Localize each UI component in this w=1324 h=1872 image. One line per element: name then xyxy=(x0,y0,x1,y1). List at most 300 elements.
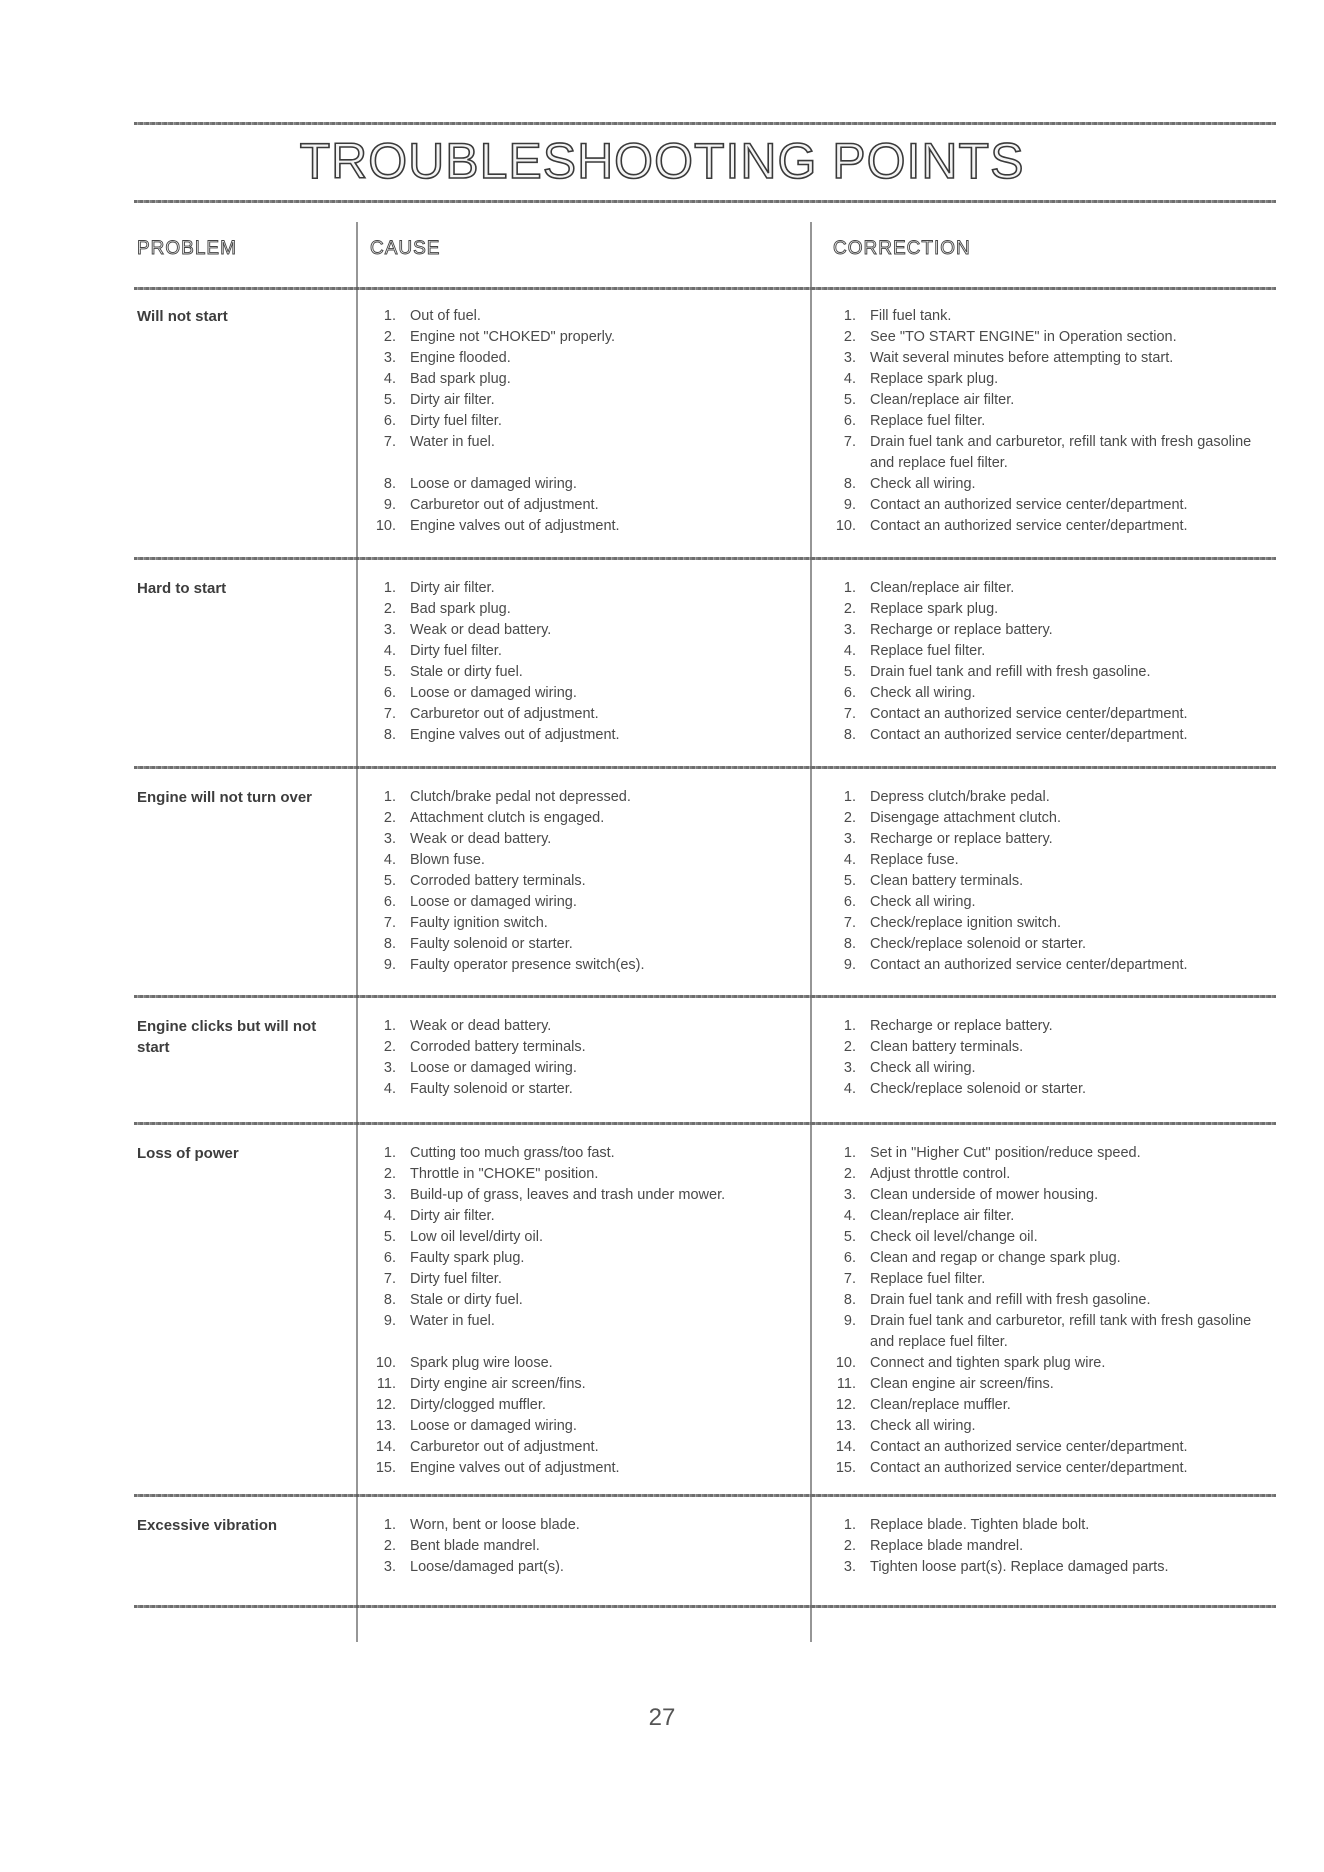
header-correction: CORRECTION xyxy=(833,238,971,259)
cause-item xyxy=(366,683,806,704)
item-number: 6. xyxy=(843,413,856,429)
item-number: 4. xyxy=(383,1081,396,1097)
item-number: 1. xyxy=(843,308,856,324)
item-text: Loose or damaged wiring. xyxy=(410,1060,577,1076)
item-text: Recharge or replace battery. xyxy=(870,622,1053,638)
item-number: 3. xyxy=(843,1187,856,1203)
item-number: 3. xyxy=(843,350,856,366)
item-text: Clean and regap or change spark plug. xyxy=(870,1250,1121,1266)
item-text: Check all wiring. xyxy=(870,1418,976,1434)
correction-item xyxy=(826,1143,1266,1164)
item-text: Clean/replace air filter. xyxy=(870,580,1015,596)
item-number: 5. xyxy=(843,873,856,889)
item-number: 6. xyxy=(843,685,856,701)
item-text: Engine not "CHOKED" properly. xyxy=(410,329,616,345)
correction-item xyxy=(826,1058,1266,1079)
correction-item xyxy=(826,369,1266,390)
item-number: 1. xyxy=(843,1517,856,1533)
item-text: Check all wiring. xyxy=(870,894,976,910)
item-text: Check all wiring. xyxy=(870,1060,976,1076)
correction-item xyxy=(826,495,1266,516)
item-number: 14. xyxy=(375,1439,396,1455)
item-text: Replace fuel filter. xyxy=(870,1271,986,1287)
cause-item xyxy=(366,411,806,432)
item-number: 2. xyxy=(383,329,396,345)
cause-item xyxy=(366,955,806,976)
header-cause: CAUSE xyxy=(370,238,441,259)
item-text: Contact an authorized service center/department. xyxy=(870,497,1188,513)
cause-item xyxy=(366,306,806,327)
item-text: Clean/replace muffler. xyxy=(870,1397,1011,1413)
correction-list xyxy=(826,306,1266,537)
header-problem: PROBLEM xyxy=(137,238,237,259)
item-text: Clean battery terminals. xyxy=(870,1039,1024,1055)
item-number: 10. xyxy=(835,518,856,534)
cause-list xyxy=(366,306,806,537)
cause-item xyxy=(366,1143,806,1164)
item-text: Loose or damaged wiring. xyxy=(410,476,577,492)
item-text: Throttle in "CHOKE" position. xyxy=(410,1166,599,1182)
item-number: 4. xyxy=(383,643,396,659)
item-text: Out of fuel. xyxy=(410,308,481,324)
correction-item xyxy=(826,641,1266,662)
cause-item xyxy=(366,474,806,495)
item-text: Replace blade mandrel. xyxy=(870,1538,1024,1554)
item-text: Set in "Higher Cut" position/reduce speed. xyxy=(870,1145,1141,1161)
header-rule xyxy=(134,287,1276,290)
item-number: 3. xyxy=(383,1559,396,1575)
cause-item xyxy=(366,1395,806,1416)
correction-item xyxy=(826,683,1266,704)
item-number: 13. xyxy=(835,1418,856,1434)
item-text: Loose or damaged wiring. xyxy=(410,685,577,701)
item-text: Water in fuel. xyxy=(410,434,495,450)
item-text: Recharge or replace battery. xyxy=(870,831,1053,847)
item-text: Dirty fuel filter. xyxy=(410,413,502,429)
item-text: Engine valves out of adjustment. xyxy=(410,518,620,534)
item-text xyxy=(410,453,806,474)
item-number: 1. xyxy=(383,1145,396,1161)
cause-item xyxy=(366,704,806,725)
correction-item xyxy=(826,892,1266,913)
item-number: 5. xyxy=(843,664,856,680)
item-text: Check/replace ignition switch. xyxy=(870,915,1062,931)
item-text: Replace fuel filter. xyxy=(870,413,986,429)
title-bottom-rule xyxy=(134,200,1276,203)
item-text: Water in fuel. xyxy=(410,1313,495,1329)
item-number: 3. xyxy=(843,622,856,638)
cause-item xyxy=(366,1437,806,1458)
item-number: 8. xyxy=(383,936,396,952)
item-number: 5. xyxy=(383,664,396,680)
correction-item xyxy=(826,1164,1266,1185)
item-number: 8. xyxy=(383,1292,396,1308)
cause-item xyxy=(366,725,806,746)
cause-item xyxy=(366,578,806,599)
item-text: Engine valves out of adjustment. xyxy=(410,1460,620,1476)
correction-item xyxy=(826,1037,1266,1058)
item-number: 7. xyxy=(843,706,856,722)
column-divider-right xyxy=(810,222,812,1642)
item-number: 13. xyxy=(375,1418,396,1434)
item-number: 6. xyxy=(383,413,396,429)
item-number: 7. xyxy=(843,434,856,450)
item-text: Dirty fuel filter. xyxy=(410,1271,502,1287)
cause-item xyxy=(366,871,806,892)
correction-list xyxy=(826,1016,1266,1100)
page-number: 27 xyxy=(648,1704,676,1731)
correction-item xyxy=(826,1536,1266,1557)
cause-list xyxy=(366,578,806,746)
section-divider xyxy=(134,995,1276,998)
item-number: 11. xyxy=(376,1376,396,1392)
correction-item xyxy=(826,1458,1266,1479)
correction-item xyxy=(826,913,1266,934)
cause-item xyxy=(366,641,806,662)
item-text: Drain fuel tank and refill with fresh gasoline. xyxy=(870,664,1151,680)
problem-label: Hard to start xyxy=(137,580,227,597)
item-number: 1. xyxy=(843,580,856,596)
item-number: 1. xyxy=(383,308,396,324)
cause-item xyxy=(366,1269,806,1290)
item-text: Contact an authorized service center/department. xyxy=(870,706,1188,722)
section-divider xyxy=(134,766,1276,769)
cause-item xyxy=(366,1016,806,1037)
item-text: Clean/replace air filter. xyxy=(870,1208,1015,1224)
cause-list xyxy=(366,1143,806,1479)
cause-item xyxy=(366,327,806,348)
item-text: Clutch/brake pedal not depressed. xyxy=(410,789,631,805)
cause-item xyxy=(366,348,806,369)
correction-item xyxy=(826,348,1266,369)
item-number: 14. xyxy=(835,1439,856,1455)
item-number: 8. xyxy=(843,727,856,743)
item-number: 4. xyxy=(843,371,856,387)
item-number: 8. xyxy=(843,476,856,492)
item-number: 4. xyxy=(843,1081,856,1097)
correction-item xyxy=(826,1374,1266,1395)
correction-item xyxy=(826,1079,1266,1100)
item-text: Faulty solenoid or starter. xyxy=(410,1081,573,1097)
item-number: 7. xyxy=(383,434,396,450)
correction-list xyxy=(826,787,1266,976)
item-text: Dirty/clogged muffler. xyxy=(410,1397,546,1413)
item-number: 15. xyxy=(835,1460,856,1476)
cause-item xyxy=(366,453,806,474)
item-number: 2. xyxy=(383,1166,396,1182)
cause-item xyxy=(366,934,806,955)
item-text: Weak or dead battery. xyxy=(410,831,552,847)
section-divider xyxy=(134,1122,1276,1125)
cause-item xyxy=(366,829,806,850)
correction-list xyxy=(826,1143,1266,1479)
item-text: Worn, bent or loose blade. xyxy=(410,1517,580,1533)
item-text: Adjust throttle control. xyxy=(870,1166,1011,1182)
item-number: 6. xyxy=(843,1250,856,1266)
cause-item xyxy=(366,495,806,516)
item-text: Faulty operator presence switch(es). xyxy=(410,957,645,973)
item-text: Wait several minutes before attempting to start. xyxy=(870,350,1174,366)
correction-item xyxy=(826,599,1266,620)
item-number: 5. xyxy=(383,1229,396,1245)
item-text: Check oil level/change oil. xyxy=(870,1229,1038,1245)
item-number: 1. xyxy=(843,1018,856,1034)
item-number: 7. xyxy=(383,706,396,722)
item-text: Low oil level/dirty oil. xyxy=(410,1229,543,1245)
item-text: Dirty engine air screen/fins. xyxy=(410,1376,586,1392)
item-text: Engine flooded. xyxy=(410,350,511,366)
cause-item xyxy=(366,1416,806,1437)
item-number: 3. xyxy=(383,1060,396,1076)
correction-item xyxy=(826,411,1266,432)
item-number: 10. xyxy=(375,1355,396,1371)
item-text: Replace fuel filter. xyxy=(870,643,986,659)
cause-item xyxy=(366,1206,806,1227)
item-text: Contact an authorized service center/department. xyxy=(870,1439,1188,1455)
item-number: 3. xyxy=(843,1559,856,1575)
item-number: 2. xyxy=(843,601,856,617)
item-text: Drain fuel tank and carburetor, refill tank with fresh gasoline and replace fuel filter. xyxy=(870,434,1252,471)
cause-item xyxy=(366,662,806,683)
item-number: 1. xyxy=(383,1018,396,1034)
title-top-rule xyxy=(134,122,1276,125)
cause-list xyxy=(366,1515,806,1578)
cause-item xyxy=(366,369,806,390)
item-text: Contact an authorized service center/department. xyxy=(870,957,1188,973)
item-number: 12. xyxy=(375,1397,396,1413)
item-text: Bad spark plug. xyxy=(410,371,511,387)
item-text: Corroded battery terminals. xyxy=(410,1039,586,1055)
problem-label: Loss of power xyxy=(137,1145,239,1162)
correction-item xyxy=(826,1227,1266,1248)
item-text: Weak or dead battery. xyxy=(410,622,552,638)
item-text: Carburetor out of adjustment. xyxy=(410,1439,599,1455)
item-number: 3. xyxy=(383,831,396,847)
cause-item xyxy=(366,1227,806,1248)
cause-item xyxy=(366,1248,806,1269)
cause-item xyxy=(366,1536,806,1557)
correction-item xyxy=(826,1269,1266,1290)
item-text: Depress clutch/brake pedal. xyxy=(870,789,1050,805)
cause-item xyxy=(366,390,806,411)
cause-item xyxy=(366,1353,806,1374)
item-text: Weak or dead battery. xyxy=(410,1018,552,1034)
correction-item xyxy=(826,620,1266,641)
cause-list xyxy=(366,787,806,976)
item-text: Replace blade. Tighten blade bolt. xyxy=(870,1517,1090,1533)
cause-item xyxy=(366,1290,806,1311)
correction-item xyxy=(826,1185,1266,1206)
item-number: 2. xyxy=(843,810,856,826)
cause-item xyxy=(366,1185,806,1206)
section-divider xyxy=(134,1494,1276,1497)
item-text: Connect and tighten spark plug wire. xyxy=(870,1355,1106,1371)
item-text: Tighten loose part(s). Replace damaged parts. xyxy=(870,1559,1169,1575)
item-text: Stale or dirty fuel. xyxy=(410,1292,523,1308)
item-text: Engine valves out of adjustment. xyxy=(410,727,620,743)
item-number: 1. xyxy=(383,789,396,805)
item-number xyxy=(366,453,410,474)
correction-item xyxy=(826,1515,1266,1536)
correction-item xyxy=(826,474,1266,495)
item-number: 2. xyxy=(383,1538,396,1554)
item-number: 2. xyxy=(383,810,396,826)
item-number xyxy=(366,1332,410,1353)
item-number: 6. xyxy=(383,685,396,701)
item-text: Replace fuse. xyxy=(870,852,959,868)
item-number: 2. xyxy=(383,601,396,617)
correction-item xyxy=(826,934,1266,955)
item-number: 3. xyxy=(383,622,396,638)
column-divider-left xyxy=(356,222,358,1642)
cause-item xyxy=(366,913,806,934)
item-number: 5. xyxy=(843,1229,856,1245)
item-number: 8. xyxy=(383,476,396,492)
item-text: Attachment clutch is engaged. xyxy=(410,810,605,826)
item-number: 5. xyxy=(843,392,856,408)
item-text: See "TO START ENGINE" in Operation section. xyxy=(870,329,1177,345)
correction-item xyxy=(826,662,1266,683)
correction-item xyxy=(826,1248,1266,1269)
cause-item xyxy=(366,432,806,453)
correction-item xyxy=(826,850,1266,871)
item-number: 11. xyxy=(836,1376,856,1392)
correction-item xyxy=(826,808,1266,829)
item-number: 5. xyxy=(383,392,396,408)
item-number: 9. xyxy=(843,497,856,513)
cause-item xyxy=(366,1058,806,1079)
correction-item xyxy=(826,787,1266,808)
item-text: Loose or damaged wiring. xyxy=(410,1418,577,1434)
item-text: Disengage attachment clutch. xyxy=(870,810,1062,826)
item-number: 15. xyxy=(375,1460,396,1476)
correction-item xyxy=(826,390,1266,411)
correction-item xyxy=(826,1353,1266,1374)
problem-label: Excessive vibration xyxy=(137,1517,278,1534)
item-text: Loose/damaged part(s). xyxy=(410,1559,564,1575)
item-text: Carburetor out of adjustment. xyxy=(410,497,599,513)
correction-item xyxy=(826,1416,1266,1437)
correction-item xyxy=(826,306,1266,327)
item-text: Replace spark plug. xyxy=(870,601,999,617)
item-text: Check/replace solenoid or starter. xyxy=(870,1081,1086,1097)
item-number: 3. xyxy=(383,1187,396,1203)
cause-item xyxy=(366,787,806,808)
item-number: 6. xyxy=(383,1250,396,1266)
item-number: 5. xyxy=(383,873,396,889)
item-number: 12. xyxy=(835,1397,856,1413)
item-number: 9. xyxy=(843,1313,856,1329)
page-title: TROUBLESHOOTING POINTS xyxy=(299,133,1025,189)
correction-item xyxy=(826,1395,1266,1416)
correction-item xyxy=(826,829,1266,850)
problem-label: Engine clicks but will not start xyxy=(137,1018,317,1056)
item-number: 8. xyxy=(383,727,396,743)
correction-list xyxy=(826,1515,1266,1578)
cause-item xyxy=(366,1557,806,1578)
item-number: 1. xyxy=(383,580,396,596)
cause-item xyxy=(366,1332,806,1353)
cause-list xyxy=(366,1016,806,1100)
correction-item xyxy=(826,725,1266,746)
item-text: Carburetor out of adjustment. xyxy=(410,706,599,722)
item-number: 7. xyxy=(383,915,396,931)
cause-item xyxy=(366,1458,806,1479)
item-number: 3. xyxy=(843,831,856,847)
item-text: Clean battery terminals. xyxy=(870,873,1024,889)
cause-item xyxy=(366,1374,806,1395)
correction-item xyxy=(826,704,1266,725)
item-number: 9. xyxy=(383,1313,396,1329)
item-number: 8. xyxy=(843,1292,856,1308)
item-text: Dirty air filter. xyxy=(410,1208,495,1224)
item-number: 9. xyxy=(383,497,396,513)
item-number: 7. xyxy=(843,915,856,931)
item-number: 2. xyxy=(843,1166,856,1182)
item-text: Contact an authorized service center/department. xyxy=(870,1460,1188,1476)
correction-item xyxy=(826,578,1266,599)
item-number: 8. xyxy=(843,936,856,952)
problem-label: Engine will not turn over xyxy=(137,789,313,806)
item-text: Contact an authorized service center/department. xyxy=(870,518,1188,534)
correction-item xyxy=(826,516,1266,537)
section-divider xyxy=(134,1605,1276,1608)
correction-item xyxy=(826,1206,1266,1227)
correction-list xyxy=(826,578,1266,746)
item-number: 4. xyxy=(843,852,856,868)
item-number: 1. xyxy=(843,1145,856,1161)
cause-item xyxy=(366,892,806,913)
cause-item xyxy=(366,1079,806,1100)
correction-item xyxy=(826,1437,1266,1458)
item-number: 4. xyxy=(383,852,396,868)
item-text: Check all wiring. xyxy=(870,476,976,492)
item-number: 6. xyxy=(383,894,396,910)
item-text: Spark plug wire loose. xyxy=(410,1355,553,1371)
correction-item xyxy=(826,1290,1266,1311)
item-text: Build-up of grass, leaves and trash under mower. xyxy=(410,1187,726,1203)
item-number: 7. xyxy=(843,1271,856,1287)
item-number: 3. xyxy=(843,1060,856,1076)
item-number: 1. xyxy=(843,789,856,805)
item-text: Loose or damaged wiring. xyxy=(410,894,577,910)
item-text: Drain fuel tank and carburetor, refill tank with fresh gasoline and replace fuel filter. xyxy=(870,1313,1252,1350)
cause-item xyxy=(366,1515,806,1536)
cause-item xyxy=(366,599,806,620)
item-text xyxy=(410,1332,806,1353)
item-number: 9. xyxy=(383,957,396,973)
correction-item xyxy=(826,327,1266,348)
item-text: Fill fuel tank. xyxy=(870,308,952,324)
item-text: Faulty ignition switch. xyxy=(410,915,548,931)
problem-label: Will not start xyxy=(137,308,228,325)
item-text: Bent blade mandrel. xyxy=(410,1538,540,1554)
item-text: Dirty air filter. xyxy=(410,392,495,408)
item-number: 10. xyxy=(835,1355,856,1371)
item-number: 10. xyxy=(375,518,396,534)
correction-item xyxy=(826,1557,1266,1578)
item-number: 6. xyxy=(843,894,856,910)
item-text: Replace spark plug. xyxy=(870,371,999,387)
item-number: 2. xyxy=(843,1538,856,1554)
item-text: Dirty air filter. xyxy=(410,580,495,596)
correction-item xyxy=(826,432,1266,474)
item-text: Clean underside of mower housing. xyxy=(870,1187,1099,1203)
item-text: Contact an authorized service center/department. xyxy=(870,727,1188,743)
item-text: Clean/replace air filter. xyxy=(870,392,1015,408)
cause-item xyxy=(366,516,806,537)
item-text: Blown fuse. xyxy=(410,852,485,868)
